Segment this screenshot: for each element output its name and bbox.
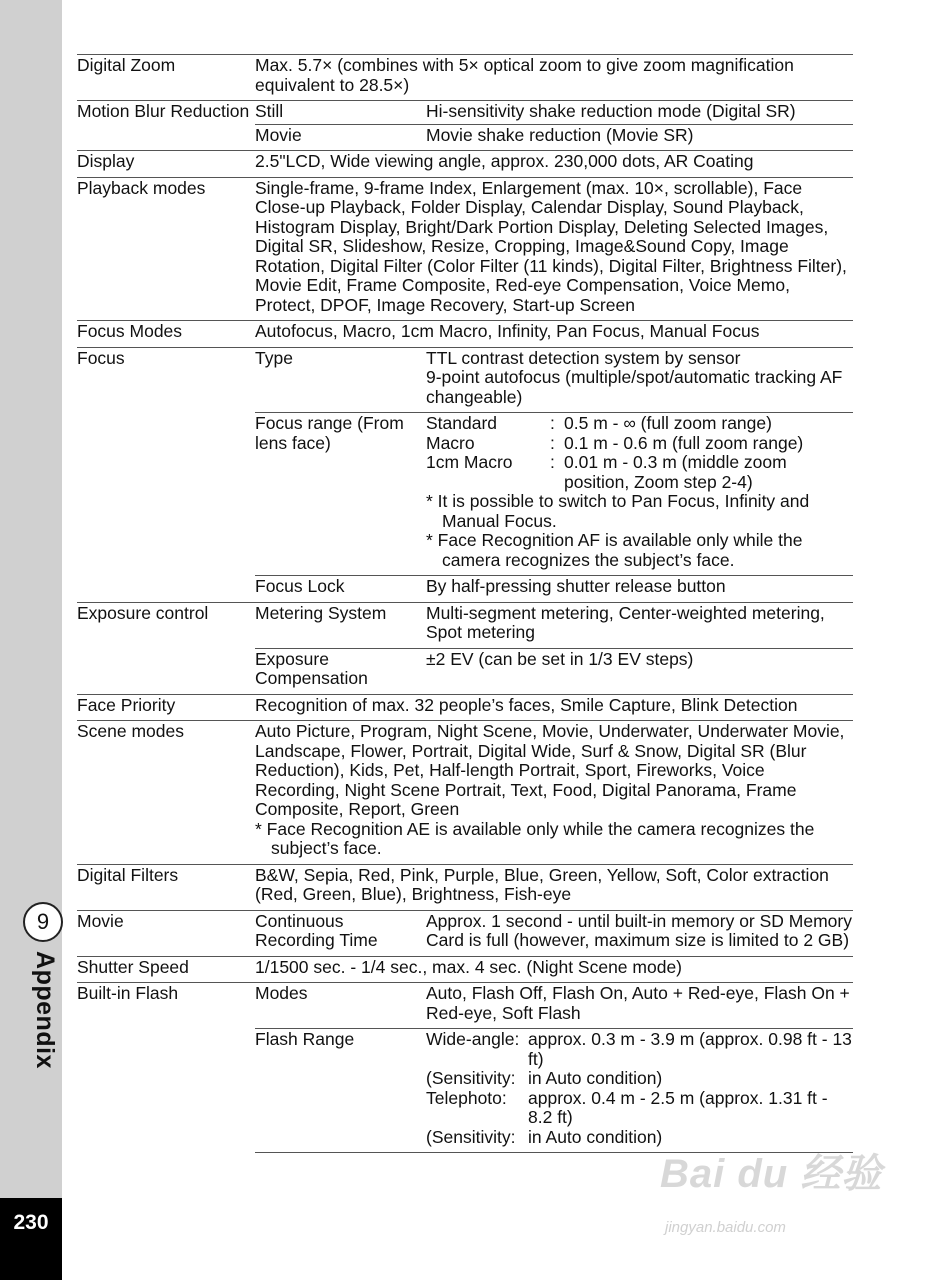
row-value: 1/1500 sec. - 1/4 sec., max. 4 sec. (Night Scene mode)	[255, 956, 853, 983]
row-label: Display	[77, 151, 255, 178]
table-row	[77, 101, 853, 125]
range-sep: :	[550, 432, 555, 453]
row-label: Scene modes	[77, 721, 255, 865]
table-row	[77, 983, 853, 1029]
range-value: 0.1 m - 0.6 m (full zoom range)	[564, 432, 804, 453]
sub-value: By half-pressing shutter release button	[426, 576, 853, 603]
sub-value: Movie shake reduction (Movie SR)	[426, 124, 853, 151]
row-label: Digital Zoom	[77, 55, 255, 101]
sub-value	[426, 413, 853, 576]
page-number: 230	[13, 1211, 49, 1234]
scene-modes-note: * Face Recognition AE is available only while the camera recognizes the subject’s face.	[255, 818, 815, 858]
row-label: Digital Filters	[77, 864, 255, 910]
scene-modes-list: Auto Picture, Program, Night Scene, Movie, Underwater, Underwater Movie, Landscape, Flower, Portrait, Digital Wide, Surf & Snow, Digital SR (Blur Reduction), Kids, Pet, Half-length Portrait, Sport, Fireworks, Voice Recording, Night Scene Portrait, Text, Food, Digital Panorama, Frame Composite, Report, Green	[255, 721, 845, 819]
table-row	[77, 721, 853, 865]
table-row	[77, 910, 853, 956]
sub-label: Exposure Compensation	[255, 648, 426, 694]
sub-label: Type	[255, 347, 426, 413]
row-label: Shutter Speed	[77, 956, 255, 983]
sub-value: Approx. 1 second - until built-in memory or SD Memory Card is full (however, maximum size is limited to 2 GB)	[426, 910, 853, 956]
focus-type-line: TTL contrast detection system by sensor	[426, 347, 741, 368]
row-value: Recognition of max. 32 people’s faces, Smile Capture, Blink Detection	[255, 694, 853, 721]
sub-value	[426, 1029, 853, 1153]
chapter-sidebar	[0, 0, 62, 1280]
table-row	[77, 177, 853, 321]
range-name: Telephoto:	[426, 1087, 507, 1108]
row-label: Playback modes	[77, 177, 255, 321]
range-value: approx. 0.3 m - 3.9 m (approx. 0.98 ft - 13 ft)	[528, 1029, 852, 1069]
watermark-url: jingyan.baidu.com	[665, 1219, 786, 1236]
sub-label: Metering System	[255, 602, 426, 648]
row-value: Max. 5.7× (combines with 5× optical zoom to give zoom magnification equivalent to 28.5×)	[255, 55, 853, 101]
sub-label: Flash Range	[255, 1029, 426, 1153]
range-name: Wide-angle:	[426, 1029, 520, 1049]
row-label: Exposure control	[77, 602, 255, 694]
range-name: (Sensitivity:	[426, 1126, 516, 1147]
range-name: 1cm Macro	[426, 452, 513, 472]
table-row	[77, 347, 853, 413]
spec-table	[77, 54, 853, 1153]
range-sep: :	[550, 413, 555, 433]
range-name: Macro	[426, 432, 475, 453]
table-row	[77, 602, 853, 648]
sub-label: Focus Lock	[255, 576, 426, 603]
row-value: Single-frame, 9-frame Index, Enlargement (max. 10×, scrollable), Face Close-up Playback, Folder Display, Calendar Display, Sound Playback, Histogram Display, Bright/Dark Portion Display, Deleting Selected Images, Digital SR, Slideshow, Resize, Cropping, Image&Sound Copy, Image Rotation, Digital Filter (Color Filter (11 kinds), Digital Filter, Brightness Filter), Movie Edit, Frame Composite, Red-eye Compensation, Voice Memo, Protect, DPOF, Image Recovery, Start-up Screen	[255, 177, 853, 321]
range-name: Standard	[426, 413, 498, 433]
range-name: (Sensitivity:	[426, 1068, 516, 1088]
sub-label: Continuous Recording Time	[255, 910, 426, 956]
sub-value	[426, 347, 853, 413]
watermark-logo: Bai du 经验	[660, 1152, 883, 1196]
row-label: Motion Blur Reduction	[77, 101, 255, 151]
row-value: 2.5"LCD, Wide viewing angle, approx. 230,000 dots, AR Coating	[255, 151, 853, 178]
row-value	[255, 721, 853, 865]
flash-range-list	[426, 1030, 853, 1147]
row-label: Face Priority	[77, 694, 255, 721]
focus-range-note: * Face Recognition AF is available only while the camera recognizes the subject’s face.	[426, 530, 803, 570]
sub-label: Modes	[255, 983, 426, 1029]
range-value: 0.01 m - 0.3 m (middle zoom position, Zoom step 2-4)	[564, 452, 787, 492]
row-value: Autofocus, Macro, 1cm Macro, Infinity, Pan Focus, Manual Focus	[255, 321, 853, 348]
range-value: in Auto condition)	[528, 1126, 663, 1147]
focus-range-note: * It is possible to switch to Pan Focus, Infinity and Manual Focus.	[426, 491, 810, 531]
sub-value: Hi-sensitivity shake reduction mode (Digital SR)	[426, 101, 853, 125]
chapter-number-badge: 9	[23, 902, 63, 942]
table-row	[77, 321, 853, 348]
range-value: approx. 0.4 m - 2.5 m (approx. 1.31 ft - 8.2 ft)	[528, 1087, 828, 1127]
sub-label: Still	[255, 101, 426, 125]
range-value: 0.5 m - ∞ (full zoom range)	[564, 413, 772, 433]
table-row	[77, 55, 853, 101]
chapter-label: Appendix	[30, 951, 59, 1069]
range-sep: :	[550, 452, 555, 472]
sub-value: Auto, Flash Off, Flash On, Auto + Red-eye, Flash On + Red-eye, Soft Flash	[426, 983, 853, 1029]
range-value: in Auto condition)	[528, 1068, 663, 1088]
table-row	[77, 151, 853, 178]
table-row	[77, 864, 853, 910]
sub-label: Movie	[255, 124, 426, 151]
row-label: Focus	[77, 347, 255, 602]
table-row	[77, 694, 853, 721]
sub-label: Focus range (From lens face)	[255, 413, 426, 576]
row-label: Built-in Flash	[77, 983, 255, 1153]
focus-range-list	[426, 414, 853, 492]
table-row	[77, 956, 853, 983]
row-label: Focus Modes	[77, 321, 255, 348]
row-value: B&W, Sepia, Red, Pink, Purple, Blue, Green, Yellow, Soft, Color extraction (Red, Green, Blue), Brightness, Fish-eye	[255, 864, 853, 910]
sub-value: Multi-segment metering, Center-weighted metering, Spot metering	[426, 602, 853, 648]
focus-type-line: 9-point autofocus (multiple/spot/automatic tracking AF changeable)	[426, 367, 843, 407]
row-label: Movie	[77, 910, 255, 956]
sub-value: ±2 EV (can be set in 1/3 EV steps)	[426, 648, 853, 694]
